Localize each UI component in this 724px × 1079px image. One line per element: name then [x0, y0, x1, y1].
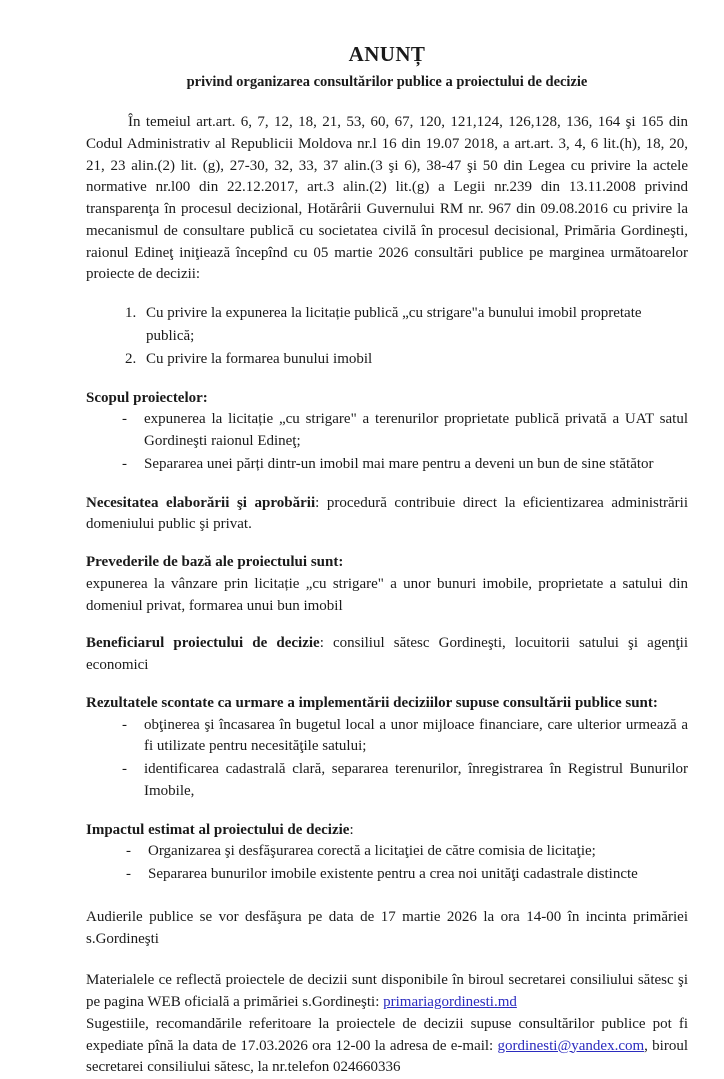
necessity-heading: Necesitatea elaborării şi aprobării	[86, 494, 316, 511]
spacer	[86, 887, 688, 907]
suggestions-text-before: Sugestiile, recomandările referitoare la proiectele de decizii supuse consultărilor publice pot fi expediate pînă la data de 17.03.2026 ora 12-00 la adresa de e-mail:	[86, 1015, 688, 1054]
impact-heading-suffix: :	[349, 821, 354, 838]
beneficiary-text: : consiliul sătesc Gordineşti, locuitorii satului şi agenţii economici	[86, 635, 688, 674]
results-list	[86, 715, 688, 803]
list-item: - Separarea unei părți dintr-un imobil mai mare pentru a deveni un bun de sine stătător	[86, 454, 688, 476]
impact-heading-row	[86, 820, 688, 842]
list-item: 2. Cu privire la formarea bunului imobil	[140, 348, 688, 371]
materials-paragraph	[86, 970, 688, 1014]
results-heading: Rezultatele scontate ca urmare a implementării deciziilor supuse consultării publice sunt:	[86, 694, 658, 711]
intro-paragraph: În temeiul art.art. 6, 7, 12, 18, 21, 53, 60, 67, 120, 121,124, 126,128, 136, 164 şi 165 din Codul Administrativ al Republicii Moldova nr.l 16 din 19.07 2018, a art.art. 3, 4, 6 lit.(h), 18, 20, 21, 23 alin.(2) lit. (g), 27-30, 32, 33, 37 alin.(3 şi 6), 38-47 şi 50 din Legea cu privire la actele normative nr.l00 din 22.12.2017, art.3 alin.(2) lit.(g) a Legii nr.239 din 13.11.2008 privind transparenţa în procesul decizional, Hotărârii Guvernului RM nr. 967 din 09.08.2016 cu privire la mecanismul de consultare publică cu societatea civilă în procesul decisional, Primăria Gordineşti, raionul Edineţ iniţiează începînd cu 05 martie 2026 consultări publice pe marginea următoarelor proiecte de decizii:	[86, 114, 688, 283]
website-link[interactable]: primariagordinesti.md	[383, 994, 517, 1011]
provisions-text: expunerea la vânzare prin licitație „cu strigare" a unor bunuri imobile, proprietate a satului din domeniul privat, formarea unui bun imobil	[86, 575, 688, 614]
page-subtitle: privind organizarea consultărilor publice a proiectului de decizie	[186, 74, 588, 91]
spacer	[86, 372, 688, 388]
email-link[interactable]: gordinesti@yandex.com	[497, 1037, 645, 1054]
impact-heading: Impactul estimat al proiectului de decizie	[86, 821, 350, 838]
hearings-paragraph: Audierile publice se vor desfăşura pe data de 17 martie 2026 la ora 14-00 în incinta primăriei s.Gordineşti	[86, 908, 688, 947]
projects-list	[86, 302, 688, 371]
list-item: - identificarea cadastrală clară, separarea terenurilor, înregistrarea în Registrul Bunurilor Imobile,	[86, 759, 688, 803]
spacer	[86, 477, 688, 493]
necessity-text: : procedură contribuie direct la eficientizarea administrării domeniului public şi privat.	[86, 494, 688, 533]
scope-list	[86, 409, 688, 475]
list-item: - Separarea bunurilor imobile existente pentru a crea noi unităţi cadastrale distincte	[86, 864, 688, 886]
necessity-paragraph	[86, 493, 688, 537]
spacer	[86, 617, 688, 633]
spacer	[86, 950, 688, 970]
provisions-heading: Prevederile de bază ale proiectului sunt:	[86, 554, 344, 571]
list-item: - expunerea la licitație „cu strigare" a terenurilor proprietate publică privată a UAT satul Gordineşti raionul Edineţ;	[86, 409, 688, 453]
materials-text: Materialele ce reflectă proiectele de decizii sunt disponibile în biroul secretarei consiliului sătesc şi pe pagina WEB oficială a primăriei s.Gordineşti:	[86, 972, 688, 1011]
spacer	[86, 536, 688, 552]
list-item: 1. Cu privire la expunerea la licitație publică „cu strigare"a bunului imobil propretate publică;	[140, 302, 688, 347]
spacer	[86, 804, 688, 820]
list-item: - Organizarea şi desfăşurarea corectă a licitaţiei de către comisia de licitaţie;	[86, 841, 688, 863]
page-title: ANUNȚ	[348, 42, 426, 66]
suggestions-text-after: , biroul secretarei consiliului sătesc, la nr.telefon 024660336	[86, 1037, 688, 1076]
spacer	[86, 677, 688, 693]
scope-heading: Scopul proiectelor:	[86, 389, 208, 406]
beneficiary-paragraph	[86, 633, 688, 677]
document-body	[86, 42, 688, 1079]
list-item: - obţinerea şi încasarea în bugetul local a unor mijloace financiare, care ulterior urmează a fi utilizate pentru necesităţile satului;	[86, 715, 688, 759]
beneficiary-heading: Beneficiarul proiectului de decizie	[86, 635, 320, 652]
impact-list	[86, 841, 688, 886]
spacer	[86, 286, 688, 302]
